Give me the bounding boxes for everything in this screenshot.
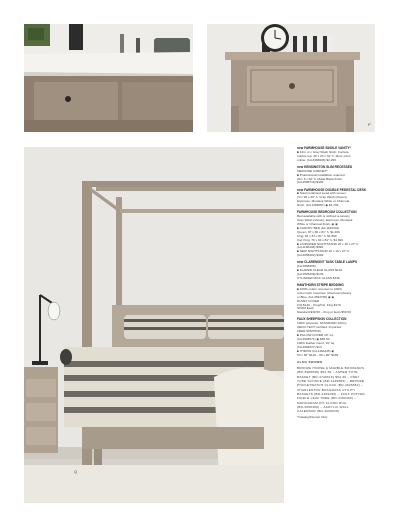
- also-shown-list: [297, 366, 379, 413]
- product-detail-line: ■ Solid reclaimed wood with veneer.: [297, 191, 347, 196]
- product-detail-line: DUVET COVER: [297, 298, 320, 303]
- product-heading: FAUX SHEEPSKIN COLLECTION: [297, 317, 347, 322]
- product-detail-line: ■ PILLOW COVER 16" sq.: [297, 333, 334, 338]
- product-detail-line: (bd-4694571) ◉ $59.50: [297, 337, 330, 341]
- product-detail-line: ■ THROW (bd-1166445) ◉: [297, 348, 335, 353]
- footnote: *Catalog/Internet Only: [297, 415, 328, 420]
- product-item: [297, 166, 379, 186]
- product-heading: HAWTHORN STRIPE BEDDING: [297, 283, 344, 288]
- also-shown-line: TUBE SCONCE (BD-4105865) – BRONZE: [297, 379, 365, 384]
- product-item: [297, 284, 379, 315]
- also-shown-title: ALSO SHOWN: [297, 359, 323, 364]
- product-detail-line: F/Q $149 – King/Cal. King $179: [297, 302, 341, 307]
- product-detail-line: 100% polyester. STANDARD 100 by: [297, 321, 347, 326]
- product-detail-line: MEDICINE CABINET*: [297, 168, 328, 173]
- product-detail-line: White or Charcoal finish. ◉ ◉: [297, 221, 338, 226]
- product-detail-line: finish. (bd-1489087) ◉ $1,799: [297, 203, 339, 208]
- product-detail-line: 20 x 5 x 42" h. Matte Black finish.: [297, 176, 343, 181]
- also-shown-line: FIDDLE LEAF TREE (BD-4189496) –: [297, 396, 357, 401]
- product-list: [297, 147, 379, 358]
- product-detail-line: Bed available with or without a canopy.: [297, 214, 351, 219]
- also-shown-line: BASKETS (BD-4109296) – FAUX POTTED: [297, 391, 365, 396]
- product-detail-line: 50 x 60" $119 – 60 x 80" $189: [297, 352, 339, 357]
- also-shown-line: CALENDAR (BD-4008618): [297, 409, 340, 414]
- bedroom-photo: [24, 147, 284, 503]
- also-shown-line: POCKETWATCH CLOCK (BD-3928652) –: [297, 383, 364, 388]
- product-detail-line: (bd-4688716) $499: [297, 180, 324, 185]
- product-detail-line: or Blue. (bd-4694796) ◉ ◉: [297, 294, 335, 299]
- vanity-photo: [24, 24, 193, 132]
- product-item: [297, 189, 379, 209]
- product-detail-line: (bd-1868456): [297, 264, 316, 269]
- product-detail-line: (bd-1825208) $149: [297, 272, 324, 277]
- product-detail-line: ■ Professional installation required.: [297, 172, 346, 177]
- pocketwatch-clock-icon: [261, 24, 289, 52]
- product-detail-line: FREE SHIPPING: [297, 329, 321, 334]
- page-number: P: [368, 122, 371, 127]
- also-shown-line: BRONZE HORSE & MARBLE BOOKENDS: [297, 366, 365, 371]
- product-detail-line: ■ FLARED CLEAR GLASS $149: [297, 268, 343, 273]
- canopy-bed-illustration: [24, 147, 284, 503]
- product-detail-line: ■ CANOPY BED (bd-1166434): [297, 225, 340, 230]
- product-copy: [297, 147, 379, 420]
- product-detail-line: ■ 100% cotton reverses to 100%: [297, 286, 342, 291]
- also-shown-line: (BD-3988698) $52.60 – ASHER TOTE: [297, 370, 358, 375]
- also-shown-line: MONOGRAM OIT FLOOD RUG: [297, 400, 347, 405]
- nightstand-photo: [207, 24, 375, 132]
- product-item: [297, 261, 379, 281]
- product-item: [297, 211, 379, 258]
- product-detail-line: 100% feather insert, 16" sq.: [297, 340, 336, 345]
- product-detail-line: Espresso, Montauk White or Charcoal: [297, 199, 350, 204]
- product-detail-line: marble top. 36 x 20 x 32" h. More sizes: [297, 153, 351, 158]
- product-detail-line: Cal. King, 76 x 84 x 81" h. $1,699: [297, 237, 343, 242]
- product-detail-line: ■ 12in. w x Gray Wash finish; Carrara: [297, 149, 349, 154]
- product-detail-line: ■ 2-DRAWER NIGHTSTAND 26 x 18 x 27" h.: [297, 241, 360, 246]
- also-shown-line: CHARLESTON BOXGRASS UTILITY: [297, 387, 356, 392]
- product-detail-line: OEKO-TEX® certified. Imported.: [297, 325, 342, 330]
- product-detail-line: SHAM Each: [297, 306, 314, 311]
- nightstand-illustration: [207, 24, 375, 132]
- product-detail-line: (bd-4058482) $399: [297, 253, 324, 258]
- product-heading: new KENSINGTON SLIM RECESSED: [297, 164, 353, 169]
- product-detail-line: online. (bd-3383608) $2,299: [297, 157, 336, 162]
- product-heading: new CLAREMONT TASK TABLE LAMPS: [297, 260, 358, 265]
- product-detail-line: King, 84 x 87 x 81" h. $1,699: [297, 233, 337, 238]
- product-detail-line: Gray Wash (shown), Espresso, Montauk: [297, 218, 353, 223]
- product-detail-line: CYLINDER MILK GLASS $149: [297, 275, 340, 280]
- product-detail-line: cotton twill. Imported. Charcoal (shown): [297, 290, 352, 295]
- product-detail-line: 70 x 28 x 30" h. Gray Wash (shown),: [297, 195, 348, 200]
- product-detail-line: (bd-1166448) $499: [297, 245, 324, 250]
- also-shown-line: (BD-4058486) – ACRYLIC WALL: [297, 404, 349, 409]
- product-detail-line: Queen, 87 x 66 x 81" h. $1,499: [297, 229, 340, 234]
- product-heading: FARMHOUSE BEDROOM COLLECTION: [297, 210, 357, 215]
- product-detail-line: (bd-4694617) $14: [297, 344, 322, 349]
- product-detail-line: Standard $49.50 – King or Euro $59.50: [297, 310, 351, 315]
- page-number: Q: [74, 469, 78, 474]
- product-heading: new FARMHOUSE SINGLE VANITY*: [297, 146, 351, 150]
- product-heading: new FARMHOUSE DOUBLE PEDESTAL DESK: [297, 187, 367, 192]
- product-item: [297, 318, 379, 357]
- vanity-illustration: [24, 24, 193, 132]
- also-shown-line: BASKET (BD-4749616) $52.60 – FREY: [297, 374, 360, 379]
- product-item: [297, 147, 379, 163]
- product-detail-line: ■ NEW NIGHTSTAND 18 x 16 x 27" h.: [297, 249, 350, 254]
